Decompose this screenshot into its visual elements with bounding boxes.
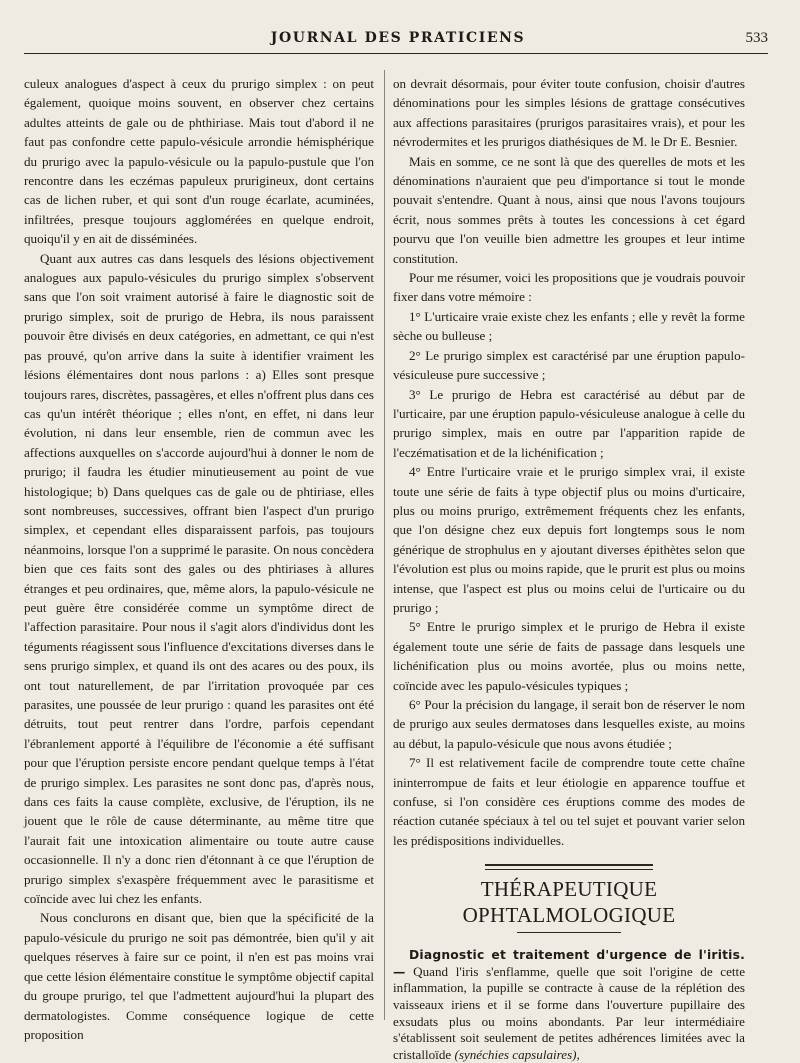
proposition-1: 1° L'urticaire vraie existe chez les enfants ; elle y revêt la forme sèche ou bulleuse ; — [393, 308, 745, 344]
section-title: THÉRAPEUTIQUE OPHTALMOLOGIQUE — [462, 877, 676, 928]
header-rule — [24, 53, 768, 54]
right-column — [393, 74, 745, 1063]
left-paragraph-2: Quant aux autres cas dans lesquels des lésions objectivement analogues aux papulo-vésicules du prurigo simplex s'observent sans que l'on soit vraiment autorisé à faire le diagnostic soit de prurigo simplex, soit de prurigo de Hebra, ils nous paraissent pouvoir être divisés en deux catégories, en admettant, ce qui n'est pas prouvé, qu'on arrive dans la suite à identifier vraiment les lésions élémentaires dont nous parlons : a) Elles sont presque toujours rares, discrètes, passagères, et elles n'offrent plus dans ces cas qu'un intérêt théorique ; elles n'ont, en effet, ni dans leur évolution, ni dans leur ensemble, rien de commun avec les affections auxquelles on s'accorde aujourd'hui à donner le nom de prurigo; il faudra les étudier minutieusement au point de vue histologique; b) Dans quelques cas de gale ou de phtiriase, elles sont nombreuses, successives, offrant bien l'aspect d'un prurigo simplex, et cependant elles disparaissent parfois, pas toujours néanmoins, lorsque l'on a supprimé le parasite. On nous concèdera bien que ces faits sont des gales ou des phtiriases à allures étranges et peu ordinaires, que, même alors, la papulo-vésicule ne peut guère être considérée comme un symptôme direct de l'affection parasitaire. Pour nous il s'agit alors d'individus dont les téguments réagissent sous l'influence d'excitations diverses dans le sens prurigo simplex, et quand ils ont des acares ou des poux, ils ont tout naturellement, de par l'irritation provoquée par ces parasites, une poussée de leur prurigo : quand les parasites ont été détruits, tout peut rentrer dans l'ordre, parfois cependant l'ébranlement apporté à l'équilibre de l'économie a été suffisant pour que l'éruption persiste encore pendant quelque temps à l'état de prurigo simplex. Les parasites ne sont donc pas, d'après nous, dans ces faits la cause complète, exclusive, de l'éruption, ils ne jouent que le rôle de cause déterminante, au même titre que l'aurait fait une intoxication alimentaire ou toute autre cause occasionnelle. Il n'y a donc rien d'étonnant à ce que l'éruption de prurigo simplex s'exaspère fréquemment avec le parasitisme et coïncide avec lui chez les enfants. — [24, 250, 374, 907]
left-column — [24, 74, 374, 1044]
section-rule-top-thin — [485, 869, 653, 870]
section-rule-bottom — [517, 932, 621, 933]
column-divider — [384, 70, 385, 1020]
article-paragraph — [393, 947, 745, 1063]
proposition-7: 7° Il est relativement facile de comprendre toute cette chaîne ininterrompue de faits et leur étiologie en apparence touffue et confuse, si l'on considère ces éruptions comme des modes de réaction cutanée spéciaux à tel ou tel sujet et pouvant varier selon les prédispositions individuelles. — [393, 755, 745, 848]
proposition-3: 3° Le prurigo de Hebra est caractérisé au début par de l'urticaire, par une éruption papulo-vésiculeuse analogue à celle du prurigo simplex, mais en outre par l'apparition rapide de l'eczématisation et de la lichénification ; — [393, 386, 745, 460]
left-paragraph-1: culeux analogues d'aspect à ceux du prurigo simplex : on peut également, quoique moins souvent, en observer chez certains adultes atteints de gale ou de phthiriase. Mais tout d'abord il ne faut pas confondre cette papulo-vésicule arrondie hémisphérique du prurigo avec la papulo-vésicule ou la papulo-pustule que l'on rencontre dans les eczémas papuleux prurigineux, dont certains cas de lichen ruber, et qui sont d'un rouge écarlate, acuminées, infiltrées, presque toujours agglomérées en quelque endroit, quoiqu'il y en ait de disséminées. — [24, 76, 374, 247]
proposition-6: 6° Pour la précision du langage, il serait bon de réserver le nom de prurigo aux seules dermatoses dans lesquelles existe, au moins au début, la papulo-vésicule que nous avons étudiée ; — [393, 697, 745, 751]
right-paragraph-1: on devrait désormais, pour éviter toute confusion, choisir d'autres dénominations pour les simples lésions de grattage consécutives aux affections parasitaires (prurigos parasitaires vrais), et pour les névrodermites et les prurigos diathésiques de M. le Dr E. Besnier. — [393, 76, 745, 150]
proposition-2: 2° Le prurigo simplex est caractérisé par une éruption papulo-vésiculeuse pure successive ; — [393, 347, 745, 383]
article-body-text: Quand l'iris s'enflamme, quelle que soit l'origine de cette inflammation, la pupille se contracte à cause de la réplétion des vaisseaux iriens et il se forme dans l'ouverture pupillaire des exsudats plus ou moins abondants. Par leur intermédiaire s'établissent soit seulement de petites adhérences limitées avec la cristalloïde — [393, 963, 746, 1062]
proposition-4: 4° Entre l'urticaire vraie et le prurigo simplex vrai, il existe toute une série de faits à type objectif plus ou moins d'urticaire, plus ou moins prurigo, extrêmement fréquents chez les enfants, que l'on désigne chez eux depuis fort longtemps sous le nom générique de strophulus en y ajoutant diverses épithètes selon que l'évolution est plus ou moins rapide, que le prurit est plus ou moins intense, que l'aspect est plus ou moins celui de l'urticaire ou du prurigo ; — [393, 464, 745, 615]
article-heading: Diagnostic et traitement d'urgence de l'iritis. — — [393, 948, 745, 979]
running-title: JOURNAL DES PRATICIENS — [270, 30, 526, 46]
page-number: 533 — [745, 30, 768, 46]
page-header — [24, 22, 772, 50]
proposition-5: 5° Entre le prurigo simplex et le prurigo de Hebra il existe également toute une série de faits de passage dans lesquels une lichénification plus ou moins avortée, plus ou moins nette, coïncide avec les papulo-vésicules typiques ; — [393, 619, 745, 693]
right-paragraph-3: Pour me résumer, voici les propositions que je voudrais pouvoir fixer dans votre mémoire : — [393, 270, 745, 305]
article-italic-term: (synéchies capsulaires), — [454, 1046, 580, 1062]
right-paragraph-2: Mais en somme, ce ne sont là que des querelles de mots et les dénominations n'auraient que peu d'importance si tout le monde pouvait s'entendre. Quant à nous, ainsi que nous l'avons toujours écrit, nous sommes prêts à toutes les concessions à cet égard pourvu que l'on veuille bien admettre les groupes et leur intime constitution. — [393, 153, 745, 266]
left-paragraph-3: Nous conclurons en disant que, bien que la spécificité de la papulo-vésicule du prurigo ne soit pas démontrée, bien qu'il y ait quelques réserves à faire sur ce point, il n'en est pas moins vrai que cette lésion élémentaire constitue le symptôme objectif capital du groupe prurigo, tel que l'admettent aujourd'hui la plupart des dermatologistes. Comme conséquence logique de cette proposition — [24, 910, 374, 1042]
section-rule-top — [485, 864, 653, 866]
